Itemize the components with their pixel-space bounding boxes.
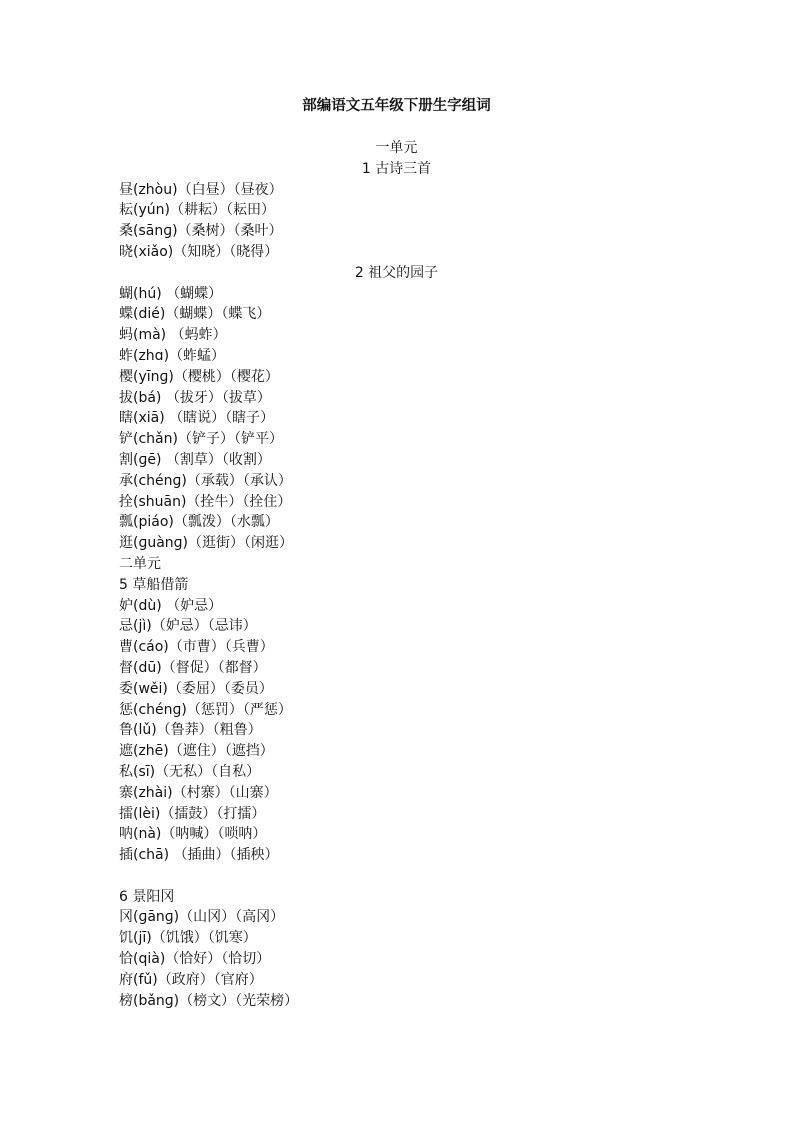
section-heading: 1 古诗三首 xyxy=(361,160,432,177)
text-line: 冈(ɡānɡ)（山冈）（高冈） xyxy=(119,909,285,926)
text-line: 蝴(hú) （蝴蝶） xyxy=(119,285,223,302)
text-line: 逛(ɡuànɡ)（逛街）（闲逛） xyxy=(119,535,294,552)
text-line: 督(dū)（督促）（都督） xyxy=(119,659,267,676)
text-line: 鲁(lǔ)（鲁莽）（粗鲁） xyxy=(119,722,262,739)
text-line: 忌(jì)（妒忌）（忌讳） xyxy=(119,618,257,635)
text-line: 曹(cáo)（市曹）（兵曹） xyxy=(119,639,274,656)
text-line: 二单元 xyxy=(119,555,161,572)
text-line: 拔(bá) （拔牙）（拔草） xyxy=(119,389,271,406)
text-line: 割(ɡē) （割草）（收割） xyxy=(119,451,271,468)
text-line: 蚱(zhɑ)（蚱蜢） xyxy=(119,347,226,364)
text-line: 委(wěi)（委屈）（委员） xyxy=(119,680,273,697)
text-line: 私(sī)（无私）（自私） xyxy=(119,763,261,780)
text-line: 呐(nà)（呐喊）（唢呐） xyxy=(119,826,267,843)
text-line: 樱(yīnɡ)（樱桃）（樱花） xyxy=(119,368,279,385)
text-line: 妒(dù) （妒忌） xyxy=(119,597,223,614)
text-line: 恰(qià)（恰好）（恰切） xyxy=(119,951,271,968)
text-line: 6 景阳冈 xyxy=(119,888,175,905)
text-line: 瓢(piáo)（瓢泼）（水瓢） xyxy=(119,514,279,531)
text-line: 蝶(dié)（蝴蝶）（蝶飞） xyxy=(119,306,271,323)
section-heading: 2 祖父的园子 xyxy=(354,264,439,281)
text-line: 榜(bǎnɡ)（榜文）（光荣榜） xyxy=(119,992,299,1009)
text-line: 寨(zhài)（村寨）（山寨） xyxy=(119,784,278,801)
text-line: 插(chā) （插曲）（插秧） xyxy=(119,847,279,864)
text-line: 拴(shuān)（拴牛）（拴住） xyxy=(119,493,292,510)
text-line: 昼(zhòu)（白昼）（昼夜） xyxy=(119,181,283,198)
text-line: 府(fǔ)（政府）（官府） xyxy=(119,971,263,988)
text-line: 耘(yún)（耕耘）（耘田） xyxy=(119,202,275,219)
text-line: 铲(chǎn)（铲子）（铲平） xyxy=(119,431,283,448)
blank-line xyxy=(119,866,679,887)
text-line: 擂(lèi)（擂鼓）（打擂） xyxy=(119,805,266,822)
text-line: 饥(jī)（饥饿）（饥寒） xyxy=(119,930,257,947)
text-line: 蚂(mà) （蚂蚱） xyxy=(119,327,227,344)
text-line: 承(chénɡ)（承载）（承认） xyxy=(119,472,292,489)
document-title: 部编语文五年级下册生字组词 xyxy=(302,98,491,114)
text-line: 晓(xiǎo)（知晓）（晓得） xyxy=(119,243,279,260)
section-heading: 一单元 xyxy=(375,140,418,156)
text-line: 5 草船借箭 xyxy=(119,576,189,593)
text-line: 惩(chénɡ)（惩罚）（严惩） xyxy=(119,701,292,718)
text-line: 桑(sānɡ)（桑树）（桑叶） xyxy=(119,223,283,240)
text-line: 瞎(xiā) （瞎说）（瞎子） xyxy=(119,410,275,427)
document-body xyxy=(119,138,679,1011)
text-line: 遮(zhē)（遮住）（遮挡） xyxy=(119,743,274,760)
